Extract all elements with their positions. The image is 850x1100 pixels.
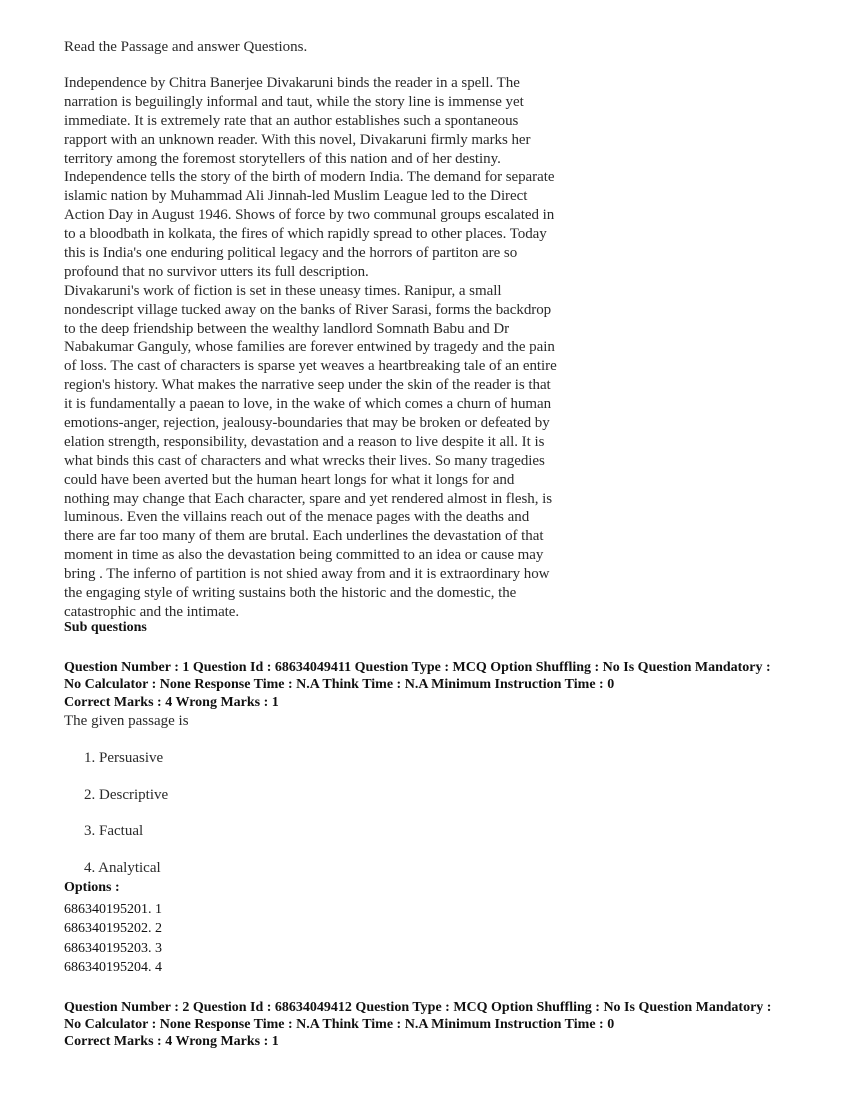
passage-line: could have been averted but the human heart longs for what it longs for and xyxy=(64,471,515,488)
passage-line: elation strength, responsibility, devastation and a reason to live despite it all. It is xyxy=(64,433,545,450)
passage-line: to a bloodbath in kolkata, the fires of which rapidly spread to other places. Today xyxy=(64,226,547,243)
passage-text xyxy=(64,74,604,622)
choice-item: 2. Descriptive xyxy=(84,786,169,803)
question-1-meta-line: Question Number : 1 Question Id : 68634049411 Question Type : MCQ Option Shuffling : No Is Question Mandatory : xyxy=(64,660,771,675)
passage-line: Action Day in August 1946. Shows of force by two communal groups escalated in xyxy=(64,207,555,224)
passage-line: Independence by Chitra Banerjee Divakaruni binds the reader in a spell. The xyxy=(64,75,520,91)
passage-line: luminous. Even the villains reach out of the menace pages with the deaths and xyxy=(64,509,530,526)
question-2-marks: Correct Marks : 4 Wrong Marks : 1 xyxy=(64,1034,279,1049)
passage-instruction: Read the Passage and answer Questions. xyxy=(64,39,308,55)
question-1-choices xyxy=(84,749,168,896)
choice-item: 4. Analytical xyxy=(84,860,161,877)
passage-line: of loss. The cast of characters is sparse yet weaves a heartbreaking tale of an entire xyxy=(64,358,557,375)
passage-line: profound that no survivor utters its full description. xyxy=(64,263,369,280)
question-2-meta-line: Question Number : 2 Question Id : 68634049412 Question Type : MCQ Option Shuffling : No Is Question Mandatory : xyxy=(64,1000,772,1015)
passage-line: narration is beguilingly informal and taut, while the story line is immense yet xyxy=(64,93,524,110)
passage-line: the engaging style of writing sustains both the historic and the domestic, the xyxy=(64,585,517,602)
passage-line: nondescript village tucked away on the banks of River Sarasi, forms the backdrop xyxy=(64,301,552,318)
passage-line: there are far too many of them are brutal. Each underlines the devastation of that xyxy=(64,528,544,545)
passage-line: Divakaruni's work of fiction is set in these uneasy times. Ranipur, a small xyxy=(64,282,502,299)
option-id: 686340195204. 4 xyxy=(64,959,162,975)
option-id: 686340195201. 1 xyxy=(64,902,162,917)
question-1-marks: Correct Marks : 4 Wrong Marks : 1 xyxy=(64,695,279,710)
sub-questions-heading: Sub questions xyxy=(64,620,147,635)
passage-line: Nabakumar Ganguly, whose families are forever entwined by tragedy and the pain xyxy=(64,339,555,356)
question-1-options xyxy=(64,900,162,977)
question-2-meta-line: No Calculator : None Response Time : N.A Think Time : N.A Minimum Instruction Time : 0 xyxy=(64,1017,615,1032)
option-id: 686340195202. 2 xyxy=(64,921,162,937)
passage-line: rapport with an unknown reader. With this novel, Divakaruni firmly marks her xyxy=(64,131,531,148)
passage-line: nothing may change that Each character, spare and yet rendered almost in flesh, is xyxy=(64,490,553,507)
choice-item: 3. Factual xyxy=(84,823,144,840)
options-label: Options : xyxy=(64,880,120,895)
passage-line: bring . The inferno of partition is not shied away from and it is extraordinary how xyxy=(64,566,550,583)
passage-line: it is fundamentally a paean to love, in the wake of which comes a churn of human xyxy=(64,396,552,413)
passage-line: emotions-anger, rejection, jealousy-boundaries that may be broken or defeated by xyxy=(64,415,550,432)
passage-line: what binds this cast of characters and what wrecks their lives. So many tragedies xyxy=(64,452,545,469)
option-id: 686340195203. 3 xyxy=(64,940,162,956)
passage-line: this is India's one enduring political legacy and the horrors of partiton are so xyxy=(64,245,518,262)
question-1-meta-line: No Calculator : None Response Time : N.A Think Time : N.A Minimum Instruction Time : 0 xyxy=(64,677,615,692)
question-1-text: The given passage is xyxy=(64,713,189,729)
passage-line: islamic nation by Muhammad Ali Jinnah-led Muslim League led to the Direct xyxy=(64,188,528,205)
passage-line: moment in time as also the devastation being committed to an idea or cause may xyxy=(64,547,544,564)
question-2-meta xyxy=(64,999,804,1033)
passage-line: territory among the foremost storytellers of this nation and of her destiny. xyxy=(64,150,501,167)
passage-line: catastrophic and the intimate. xyxy=(64,603,240,620)
choice-item: 1. Persuasive xyxy=(84,750,164,766)
passage-line: Independence tells the story of the birth of modern India. The demand for separate xyxy=(64,169,555,186)
passage-line: immediate. It is extremely rate that an author establishes such a spontaneous xyxy=(64,112,519,129)
question-1-meta xyxy=(64,659,804,693)
passage-line: region's history. What makes the narrative seep under the skin of the reader is that xyxy=(64,377,551,394)
passage-line: to the deep friendship between the wealthy landlord Somnath Babu and Dr xyxy=(64,320,510,337)
